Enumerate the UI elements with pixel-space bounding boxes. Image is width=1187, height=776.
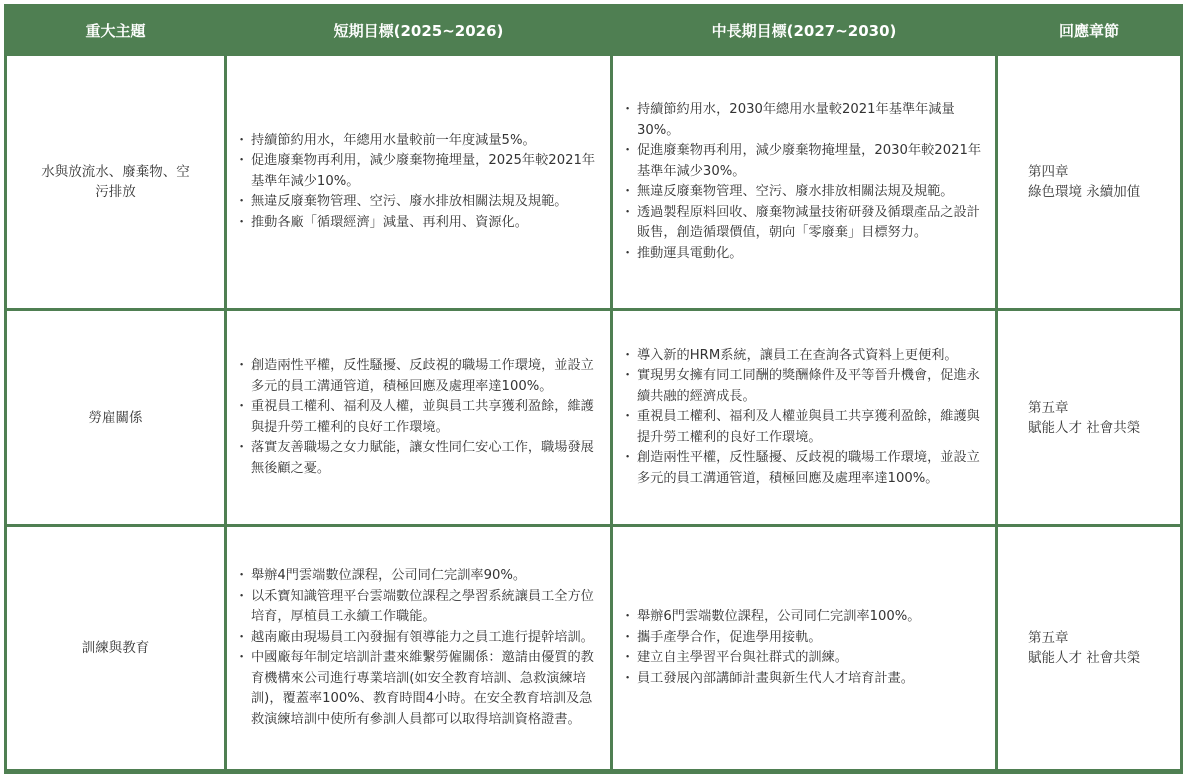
list-item: ・ 導入新的HRM系統，讓員工在查詢各式資料上更便利。 [625,346,985,367]
row-1-chapter [998,56,1180,308]
list-item: ・ 中國廠每年制定培訓計畫來維繫勞僱關係：邀請由優質的教育機構來公司進行專業培訓(如安全教育培訓、急救演練培訓)，覆蓋率100%、教育時間4小時。在安全教育培訓及急救演練培訓中使所有參訓人員都可以取得培訓資格證書。 [239,648,600,730]
row-1-topic [7,56,224,308]
row-3-chapter [998,527,1180,769]
list-item: ・ 推動各廠「循環經濟」減量、再利用、資源化。 [239,213,600,234]
row-2-long-term [613,311,995,524]
chapter-number: 第五章 [1028,630,1069,646]
chapter-title: 賦能人才 社會共榮 [1028,419,1141,436]
list-item: ・ 創造兩性平權，反性騷擾、反歧視的職場工作環境，並設立多元的員工溝通管道，積極回應及處理率達100%。 [625,448,985,489]
chapter-title: 賦能人才 社會共榮 [1028,650,1141,666]
list-item: ・ 創造兩性平權，反性騷擾、反歧視的職場工作環境，並設立多元的員工溝通管道，積極回應及處理率達100%。 [239,356,600,397]
row-3-short-term [227,527,610,769]
chapter-title: 綠色環境 永續加值 [1028,184,1141,200]
goals-table [4,4,1183,774]
row-3-long-term [613,527,995,769]
header-topic: 重大主題 [7,7,224,53]
list-item: ・ 建立自主學習平台與社群式的訓練。 [625,648,920,669]
header-long-term: 中長期目標(2027~2030) [613,7,995,53]
list-item: ・ 以禾寶知識管理平台雲端數位課程之學習系統讓員工全方位培育，厚植員工永續工作職能。 [239,587,600,628]
list-item: ・ 持續節約用水，年總用水量較前一年度減量5%。 [239,131,600,152]
list-item: ・ 重視員工權利、福利及人權，並與員工共享獲利盈餘，維護與提升勞工權利的良好工作環境。 [239,397,600,438]
list-item: ・ 實現男女擁有同工同酬的獎酬條件及平等晉升機會，促進永續共融的經濟成長。 [625,366,985,407]
list-item: ・ 無違反廢棄物管理、空污、廢水排放相關法規及規範。 [625,182,985,203]
list-item: ・ 越南廠由現場員工內發掘有領導能力之員工進行提幹培訓。 [239,628,600,649]
list-item: ・ 落實友善職場之女力賦能，讓女性同仁安心工作，職場發展無後顧之憂。 [239,438,600,479]
row-3-topic-text: 訓練與教育 [81,640,150,656]
row-1-long-term [613,56,995,308]
list-item: ・ 重視員工權利、福利及人權並與員工共享獲利盈餘，維護與提升勞工權利的良好工作環境。 [625,407,985,448]
header-short-term: 短期目標(2025~2026) [227,7,610,53]
row-3-topic [7,527,224,769]
list-item: ・ 攜手產學合作，促進學用接軌。 [625,628,920,649]
row-2-topic [7,311,224,524]
list-item: ・ 舉辦6門雲端數位課程，公司同仁完訓率100%。 [625,607,920,628]
row-1-short-term [227,56,610,308]
list-item: ・ 促進廢棄物再利用，減少廢棄物掩埋量，2030年較2021年基準年減少30%。 [625,141,985,182]
list-item: ・ 透過製程原料回收、廢棄物減量技術研發及循環產品之設計販售，創造循環價值，朝向「零廢棄」目標努力。 [625,203,985,244]
list-item: ・ 促進廢棄物再利用，減少廢棄物掩埋量，2025年較2021年基準年減少10%。 [239,151,600,192]
chapter-number: 第五章 [1028,399,1069,416]
row-2-topic-text: 勞雇關係 [88,409,143,426]
row-2-short-term [227,311,610,524]
list-item: ・ 員工發展內部講師計畫與新生代人才培育計畫。 [625,669,920,690]
row-2-chapter [998,311,1180,524]
list-item: ・ 無違反廢棄物管理、空污、廢水排放相關法規及規範。 [239,192,600,213]
header-chapter: 回應章節 [998,7,1180,53]
row-1-topic-text: 水與放流水、廢棄物、空污排放 [41,164,190,200]
chapter-number: 第四章 [1028,164,1069,180]
list-item: ・ 舉辦4門雲端數位課程，公司同仁完訓率90%。 [239,566,600,587]
list-item: ・ 推動運具電動化。 [625,244,985,265]
list-item: ・ 持續節約用水，2030年總用水量較2021年基準年減量30%。 [625,100,985,141]
